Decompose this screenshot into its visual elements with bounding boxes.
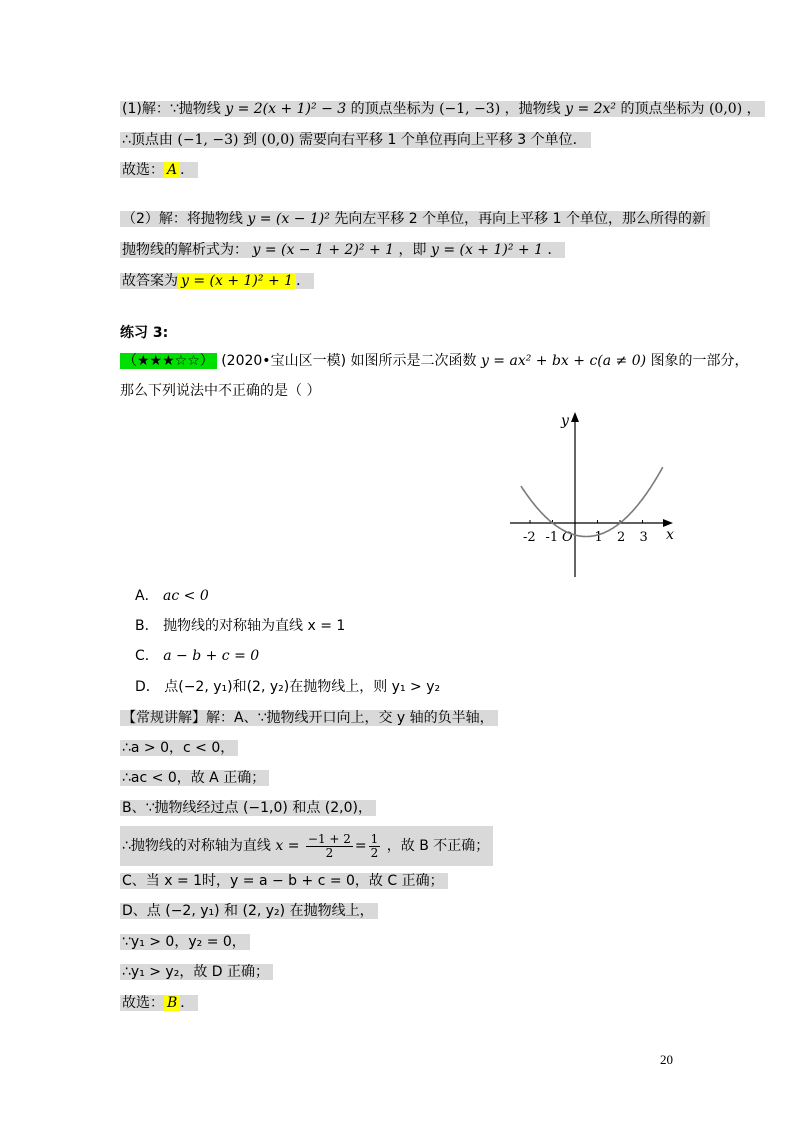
formula: (−1, −3) [177,132,239,148]
text: ，故 B 不正确； [386,838,490,854]
option-text: 抛物线的对称轴为直线 x = 1 [163,618,346,634]
x-tick-label: -2 [523,530,536,545]
text: ∴a > 0，c < 0， [120,740,238,756]
option-letter: C． [135,648,159,664]
answer-label: 故答案为 [122,273,178,289]
sol1-line2 [120,127,591,154]
text: （2）解：将抛物线 [122,211,243,227]
text: 如图所示是二次函数 [350,353,477,369]
formula: y = ax² + bx + c(a ≠ 0) [480,353,647,369]
x-axis-label: x [666,527,674,543]
option-c [135,643,259,670]
text: 需要向右平移 1 个单位再向上平移 3 个单位． [299,132,587,148]
formula: y = (x − 1)² [247,211,330,227]
text: ． [180,162,195,178]
formula: (0,0) [261,132,295,148]
sol2-line2 [120,237,565,264]
text: 【常规讲解】解：A、∵抛物线开口向上，交 y 轴的负半轴， [120,710,498,726]
fraction [369,833,381,860]
sol1-answer-line [120,157,198,184]
text: (1)解：∵抛物线 [122,101,221,117]
y-axis-label: y [561,413,569,429]
formula: (0,0) [708,101,743,117]
formula: y = (x + 1)² + 1 [430,242,544,258]
text: ． [180,995,195,1011]
text: ，即 [398,242,427,258]
option-a [135,583,209,610]
text: 图象的一部分， [650,353,749,369]
text: ∵y₁ > 0，y₂ = 0， [120,934,250,950]
text: ，抛物线 [504,101,561,117]
explain-line7 [120,898,378,925]
formula: y = (x − 1 + 2)² + 1 [252,242,395,258]
text: D、点 (−2, y₁) 和 (2, y₂) 在抛物线上， [120,903,378,919]
explain-line4 [120,795,376,822]
fraction [306,833,353,860]
option-letter: D． [135,679,160,695]
x-tick-label: 2 [617,530,626,545]
option-text: 点(−2, y₁)和(2, y₂)在抛物线上，则 y₁ > y₂ [164,679,441,695]
x-tick-label: -1 [545,530,559,545]
option-text: a − b + c = 0 [163,648,260,664]
text: ∴顶点由 [122,132,173,148]
formula: (−1, −3) [439,101,501,117]
text: ． [296,273,311,289]
text: ． [547,242,562,258]
parabola-curve [521,467,663,536]
answer-highlight: B [164,995,180,1011]
explain-line6 [120,868,448,895]
text: ， [746,101,761,117]
formula: y = 2(x + 1)² − 3 [225,101,347,117]
explain-line1 [120,705,498,732]
answer-label: 故选： [122,995,164,1011]
text: B、∵抛物线经过点 (−1,0) 和点 (2,0)， [120,800,376,816]
explain-line8 [120,929,250,956]
difficulty-badge: （★★★☆☆） [120,353,217,369]
sol2-answer-line [120,268,314,295]
numerator: −1 + 2 [307,831,351,846]
option-b [135,613,345,640]
sol2-line1 [120,206,710,233]
text: ∴ac < 0，故 A 正确； [120,770,269,786]
formula: x = [275,838,300,854]
text: 抛物线的解析式为： [122,242,248,258]
formula: y = 2x² [565,101,617,117]
text: C、当 x = 1时，y = a − b + c = 0，故 C 正确； [120,873,448,889]
exercise-question-line1 [120,348,749,375]
sol1-line1 [120,96,765,123]
answer-highlight: y = (x + 1)² + 1 [178,273,296,289]
y-axis-arrow [571,412,579,422]
text: 先向左平移 2 个单位，再向上平移 1 个单位，那么所得的新 [334,211,706,227]
answer-highlight: A [164,162,180,178]
explain-line3 [120,765,269,792]
text: ∴抛物线的对称轴为直线 [122,838,271,854]
explain-line5: ∴抛物线的对称轴为直线 x = $\frac{-1 + 2}{2}$ = $\frac{1}{2}$ ，故 B 不正确； [120,826,493,866]
numerator: 1 [370,831,379,846]
option-letter: A． [135,588,159,604]
text: 到 [242,132,257,148]
origin-label: O [562,530,573,545]
option-letter: B． [135,618,159,634]
text: ∴y₁ > y₂，故 D 正确； [120,964,273,980]
x-axis-arrow [663,519,673,527]
exercise-title: 练习 3: [120,325,169,341]
parabola-graph [490,405,690,585]
option-text: ac < 0 [163,588,209,604]
source-label: (2020•宝山区一模) [221,353,347,369]
option-d [135,674,440,701]
exercise-question-line2: 那么下列说法中不正确的是（ ） [120,383,321,399]
text: 的顶点坐标为 [350,101,435,117]
x-tick-label: 3 [639,530,648,545]
x-tick-label: 1 [594,530,603,545]
page-number: 20 [660,1052,673,1067]
denominator: 2 [325,845,334,860]
explain-line9 [120,959,273,986]
answer-label: 故选： [122,162,164,178]
explain-answer-line [120,990,198,1017]
text: 的顶点坐标为 [620,101,705,117]
denominator: 2 [370,845,379,860]
explain-line2 [120,735,238,762]
